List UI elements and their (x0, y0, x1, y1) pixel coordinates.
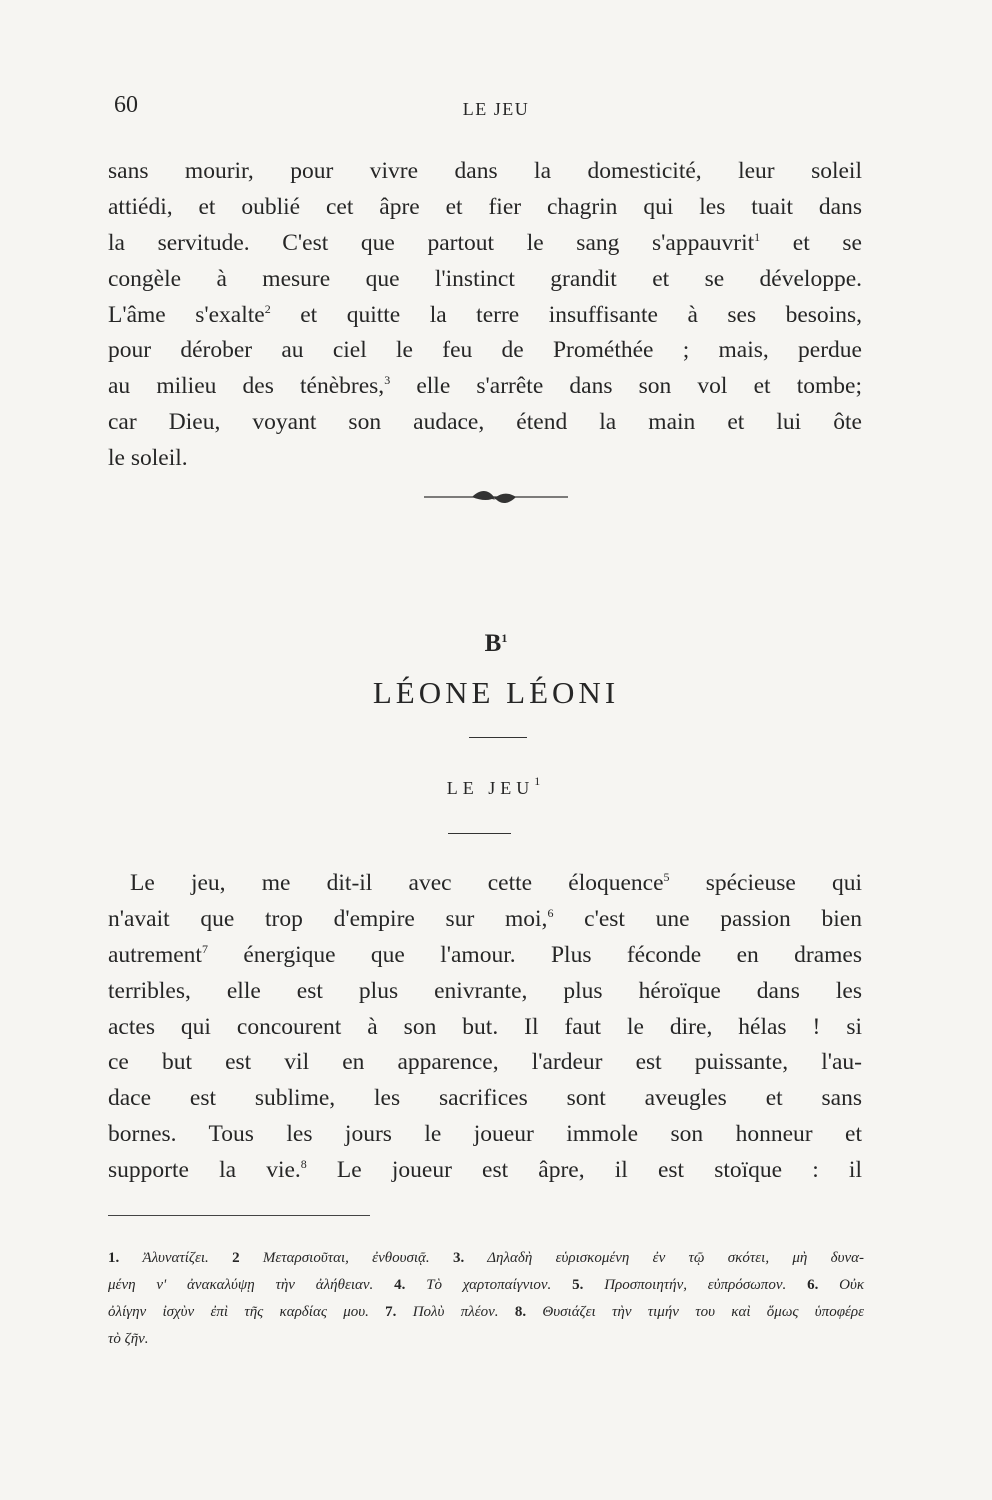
text-line: ce but est vil en apparence, l'ardeur est puissante, l'au- (108, 1049, 862, 1076)
footnote-ref: 2 (264, 301, 271, 316)
footnote-ref: 5 (663, 870, 670, 884)
footnote-text: Δηλαδὴ εὑρισκομένη ἐν τῷ σκότει, μὴ δυνα- (487, 1250, 865, 1266)
text-fragment: L'âme s'exalte (108, 301, 265, 328)
section-letter (0, 630, 992, 658)
text-fragment: et se (760, 229, 862, 256)
chapter-subtitle-text: LE JEU (446, 778, 535, 798)
text-fragment: la servitude. C'est que partout le sang s'appauvrit (108, 229, 755, 256)
footnote-text: Προσποιητήν, εὐπρόσωπον. (604, 1277, 787, 1293)
footnote-number: 7. (385, 1304, 397, 1320)
text-line: attiédi, et oublié cet âpre et fier chagrin qui les tuait dans (108, 193, 862, 220)
text-fragment: elle s'arrête dans son vol et tombe; (390, 373, 862, 400)
footnote-text: Θυσιάζει τὴν τιμήν του καὶ ὅμως ὑποφέρε (542, 1304, 865, 1320)
footnote-text: Μεταρσιοῦται, ἐνθουσιᾷ. (262, 1250, 430, 1266)
text-fragment: n'avait que trop d'empire sur moi, (108, 905, 548, 932)
footnote-line (108, 1299, 864, 1326)
footnote-ref: 1 (754, 229, 761, 244)
footnote-line (108, 1272, 864, 1299)
text-line: actes qui concourent à son but. Il faut le dire, hélas ! si (108, 1013, 862, 1040)
text-line (108, 298, 862, 334)
text-line: dace est sublime, les sacrifices sont aveugles et sans (108, 1085, 862, 1112)
text-line (108, 938, 862, 974)
section-title: LÉONE LÉONI (372, 675, 620, 710)
footnote-text: Πολὺ πλέον. (412, 1304, 499, 1320)
footnote-number: 5. (572, 1277, 584, 1293)
footnote-text: Ἀλυνατίζει. (142, 1250, 209, 1266)
footnote-ref: 6 (547, 905, 554, 920)
paragraph-continuation (108, 154, 862, 477)
text-line: terribles, elle est plus enivrante, plus héroïque dans les (108, 977, 862, 1004)
text-fragment: supporte la vie. (108, 1157, 301, 1184)
title-rule (469, 737, 527, 738)
footnote-number: 2 (232, 1250, 240, 1266)
subtitle-rule (448, 833, 511, 834)
footnote-ref: 8 (300, 1157, 307, 1172)
footnote-text: Οὐκ (839, 1277, 865, 1293)
footnote-number: 6. (807, 1277, 819, 1293)
text-line (108, 866, 862, 902)
footnote-line (108, 1326, 864, 1353)
text-line: bornes. Tous les jours le joueur immole son honneur et (108, 1121, 862, 1148)
chapter-subtitle (0, 774, 992, 799)
text-line: congèle à mesure que l'instinct grandit et se développe. (108, 265, 862, 292)
ornament-divider (422, 486, 570, 508)
text-line: pour dérober au ciel le feu de Prométhée ; mais, perdue (108, 337, 862, 364)
text-fragment: et quitte la terre insuffisante à ses besoins, (270, 301, 862, 328)
text-line (108, 902, 862, 938)
footnote-number: 4. (394, 1277, 406, 1293)
footnote-number: 8. (514, 1304, 527, 1320)
footnote-line (108, 1245, 864, 1272)
text-fragment: c'est une passion bien (553, 905, 862, 932)
text-line: le soleil. (108, 445, 188, 472)
footnote-ref: 3 (384, 373, 391, 388)
footnote-text: ὀλίγην ἰσχὺν ἐπὶ τῆς καρδίας μου. (108, 1304, 369, 1320)
footnote-ref: 1 (534, 774, 546, 788)
text-fragment: autrement (108, 941, 202, 968)
text-fragment: énergique que l'amour. Plus féconde en drames (207, 941, 862, 968)
text-fragment: Le jeu, me dit-il avec cette éloquence (130, 870, 664, 896)
footnote-number: 3. (452, 1250, 465, 1266)
text-fragment: Le joueur est âpre, il est stoïque : il (306, 1157, 862, 1184)
section-letter-text: B (484, 630, 502, 657)
paragraph-main (108, 866, 862, 1189)
text-line: car Dieu, voyant son audace, étend la main et lui ôte (108, 409, 862, 436)
page-number: 60 (114, 92, 138, 118)
footnote-number: 1. (108, 1250, 120, 1266)
footnote-ref: 1 (501, 631, 508, 645)
footnote-text: τὸ ζῆν. (108, 1331, 149, 1347)
footnote-text: Τὸ χαρτοπαίγνιον. (426, 1277, 552, 1293)
footnote-text: μένη ν' ἀνακαλύψῃ τὴν ἀλήθειαν. (108, 1277, 374, 1293)
footnote-ref: 7 (201, 941, 208, 956)
text-line (108, 369, 862, 405)
text-line (108, 226, 862, 262)
text-line (108, 1153, 862, 1189)
footnote-rule (108, 1215, 370, 1216)
running-title: LE JEU (462, 99, 530, 119)
text-line: sans mourir, pour vivre dans la domesticité, leur soleil (108, 158, 862, 184)
text-fragment: spécieuse qui (669, 870, 862, 896)
text-fragment: au milieu des ténèbres, (108, 373, 385, 400)
footnotes (108, 1245, 864, 1353)
